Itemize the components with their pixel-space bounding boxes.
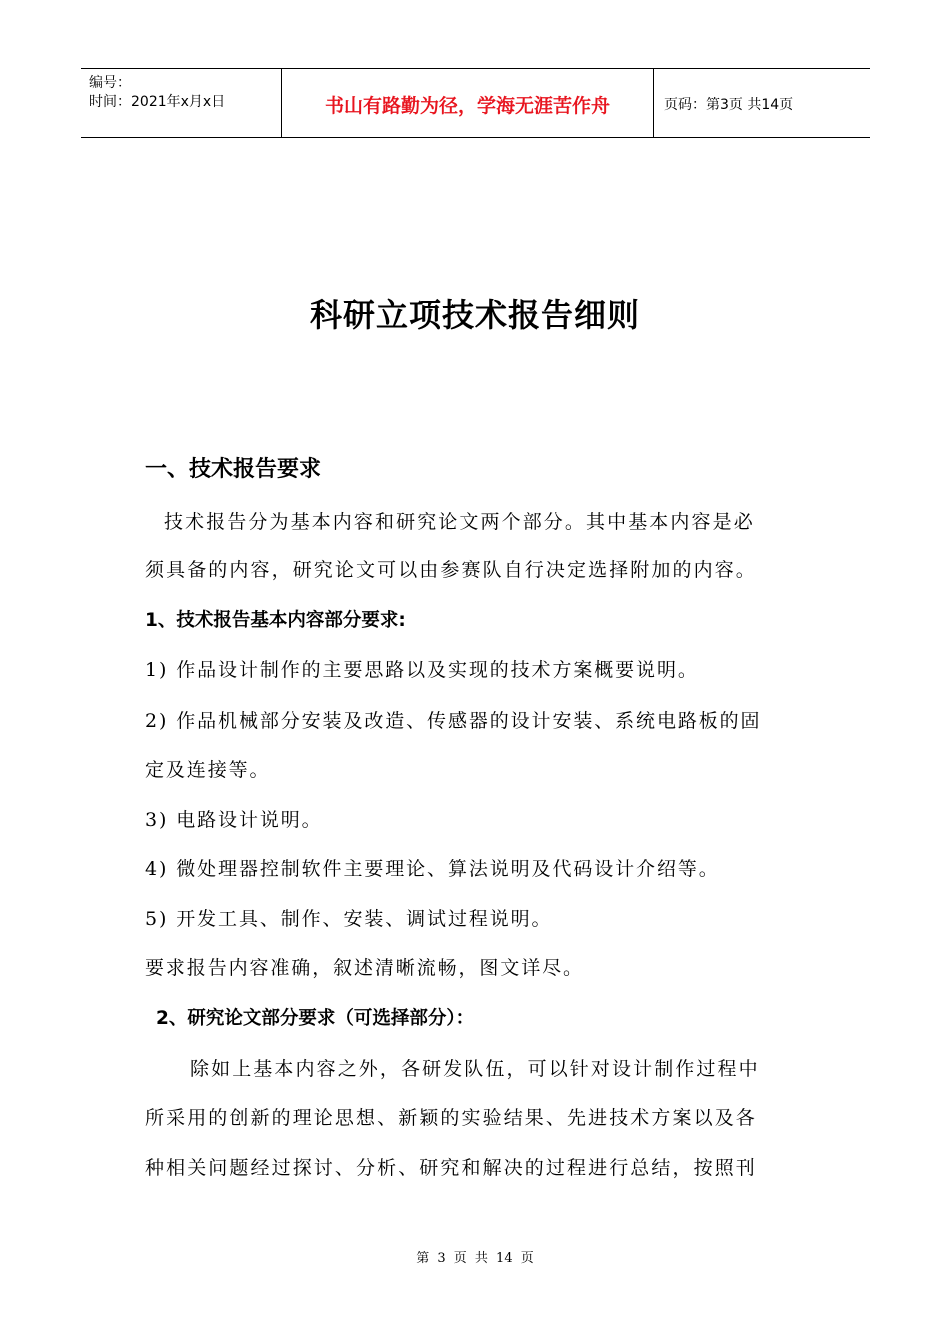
list-item-2-line-2: 定及连接等。: [145, 759, 271, 781]
section-heading-requirements: 一、技术报告要求: [145, 457, 322, 482]
list-item-1: 1) 作品设计制作的主要思路以及实现的技术方案概要说明。: [145, 659, 699, 681]
subsection-heading-basic: 1、技术报告基本内容部分要求:: [145, 610, 406, 631]
list-item-3: 3) 电路设计说明。: [145, 809, 323, 831]
subsection-heading-research: 2、研究论文部分要求（可选择部分）：: [156, 1008, 475, 1029]
list-item-2-line-1: 2) 作品机械部分安装及改造、传感器的设计安装、系统电路板的固: [145, 710, 762, 732]
header-info-cell: [81, 69, 282, 137]
document-title: 科研立项技术报告细则: [309, 296, 640, 334]
header-motto-cell: [282, 69, 654, 137]
intro-paragraph-line-1: 技术报告分为基本内容和研究论文两个部分。其中基本内容是必: [164, 511, 755, 533]
header-page-cell: [654, 69, 870, 137]
page-footer: 第 3 页 共 14 页: [416, 1251, 534, 1266]
research-paragraph-line-2: 所采用的创新的理论思想、新颖的实验结果、先进技术方案以及各: [145, 1107, 757, 1129]
requirement-line: 要求报告内容准确，叙述清晰流畅，图文详尽。: [145, 957, 584, 979]
header-number-label: 编号：: [89, 75, 131, 91]
intro-paragraph-line-2: 须具备的内容，研究论文可以由参赛队自行决定选择附加的内容。: [145, 559, 757, 581]
document-header: [81, 68, 870, 138]
list-item-5: 5) 开发工具、制作、安装、调试过程说明。: [145, 908, 553, 930]
research-paragraph-line-3: 种相关问题经过探讨、分析、研究和解决的过程进行总结，按照刊: [145, 1157, 757, 1179]
list-item-4: 4) 微处理器控制软件主要理论、算法说明及代码设计介绍等。: [145, 858, 720, 880]
header-motto: 书山有路勤为径，学海无涯苦作舟: [324, 95, 610, 117]
header-date-label: 时间：2021年x月x日: [89, 94, 226, 110]
header-page-label: 页码：第3页 共14页: [664, 97, 794, 113]
research-paragraph-line-1: 除如上基本内容之外，各研发队伍，可以针对设计制作过程中: [190, 1058, 760, 1080]
